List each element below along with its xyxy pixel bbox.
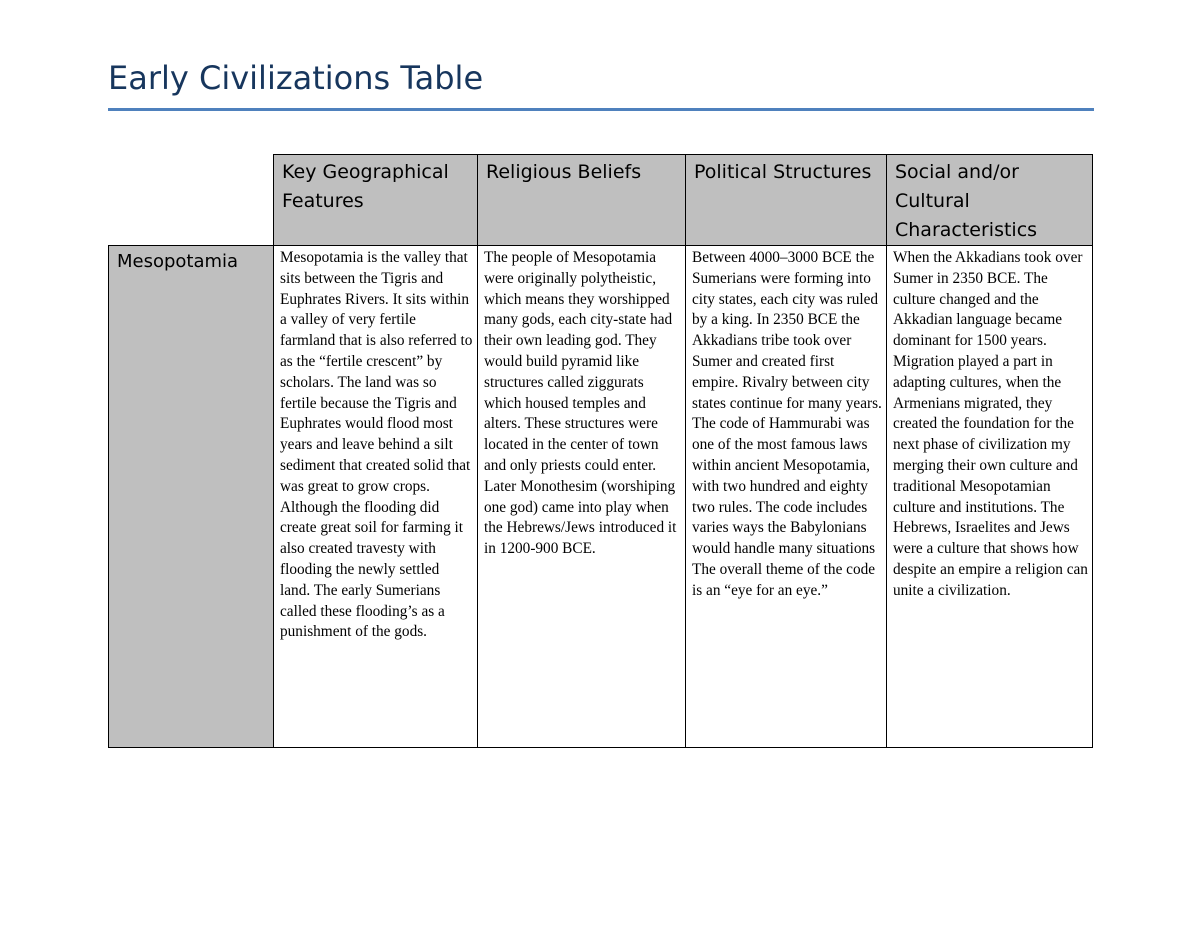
civilizations-table xyxy=(108,154,1093,748)
table-corner-cell xyxy=(109,155,274,246)
cell-social: When the Akkadians took over Sumer in 2350 BCE. The culture changed and the Akkadian language became dominant for 1500 years. Migration played a part in adapting cultures, when the Armenians migrated, they created the foundation for the next phase of civilization my merging their own culture and traditional Mesopotamian culture and institutions. The Hebrews, Israelites and Jews were a culture that shows how despite an empire a religion can unite a civilization. xyxy=(887,246,1093,748)
column-header-religion: Religious Beliefs xyxy=(478,155,686,246)
title-rule xyxy=(108,108,1094,111)
column-header-social: Social and/or Cultural Characteristics xyxy=(887,155,1093,246)
cell-religion: The people of Mesopotamia were originally polytheistic, which means they worshipped many gods, each city-state had their own leading god. They would build pyramid like structures called ziggurats which housed temples and alters. These structures were located in the center of town and only priests could enter. Later Monothesim (worshiping one god) came into play when the Hebrews/Jews introduced it in 1200-900 BCE. xyxy=(478,246,686,748)
table-row xyxy=(109,246,1093,748)
table-header-row xyxy=(109,155,1093,246)
cell-politics: Between 4000–3000 BCE the Sumerians were forming into city states, each city was ruled by a king. In 2350 BCE the Akkadians tribe took over Sumer and created first empire. Rivalry between city states continue for many years. The code of Hammurabi was one of the most famous laws within ancient Mesopotamia, with two hundred and eighty two rules. The code includes varies ways the Babylonians would handle many situations The overall theme of the code is an “eye for an eye.” xyxy=(686,246,887,748)
page-title: Early Civilizations Table xyxy=(108,59,484,97)
cell-geography: Mesopotamia is the valley that sits between the Tigris and Euphrates Rivers. It sits within a valley of very fertile farmland that is also referred to as the “fertile crescent” by scholars. The land was so fertile because the Tigris and Euphrates would flood most years and leave behind a silt sediment that created solid that was great to grow crops. Although the flooding did create great soil for farming it also created travesty with flooding the newly settled land. The early Sumerians called these flooding’s as a punishment of the gods. xyxy=(274,246,478,748)
column-header-geography: Key Geographical Features xyxy=(274,155,478,246)
row-label-mesopotamia: Mesopotamia xyxy=(109,246,274,748)
column-header-politics: Political Structures xyxy=(686,155,887,246)
